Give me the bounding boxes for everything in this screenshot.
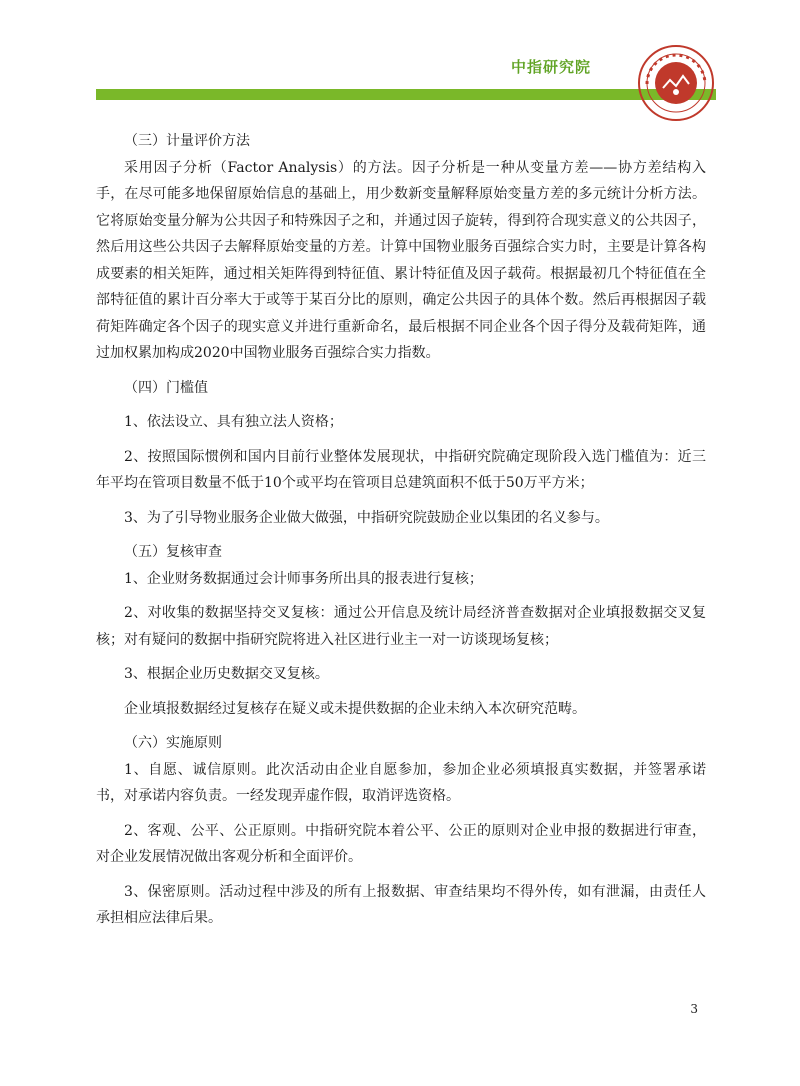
principle-item-1: 1、自愿、诚信原则。此次活动由企业自愿参加，参加企业必须填报真实数据，并签署承诺书，对承诺内容负责。一经发现弄虚作假，取消评选资格。 [96,761,706,804]
review-item-3: 3、根据企业历史数据交叉复核。 [124,666,329,682]
review-item-2: 2、对收集的数据坚持交叉复核：通过公开信息及统计局经济普查数据对企业填报数据交叉复核；对有疑问的数据中指研究院将进入社区进行业主一对一访谈现场复核； [96,605,706,648]
header-title: 中指研究院 [511,58,592,76]
institute-seal-logo-icon [637,44,715,122]
threshold-item-1: 1、依法设立、具有独立法人资格； [124,414,343,430]
principle-item-3: 3、保密原则。活动过程中涉及的所有上报数据、审查结果均不得外传，如有泄漏，由责任人承担相应法律后果。 [96,883,706,926]
page-number: 3 [690,1002,698,1016]
section-heading-principles: （六）实施原则 [124,735,222,751]
review-note: 企业填报数据经过复核存在疑义或未提供数据的企业未纳入本次研究范畴。 [124,700,586,717]
threshold-item-2: 2、按照国际惯例和国内目前行业整体发展现状，中指研究院确定现阶段入选门槛值为：近三年平均在管项目数量不低于10个或平均在管项目总建筑面积不低于50万平方米； [96,448,706,491]
review-item-1: 1、企业财务数据通过会计师事务所出具的报表进行复核； [124,570,483,587]
threshold-item-3: 3、为了引导物业服务企业做大做强，中指研究院鼓励企业以集团的名义参与。 [124,509,609,526]
method-paragraph: 采用因子分析（Factor Analysis）的方法。因子分析是一种从变量方差——协方差结构入手，在尽可能多地保留原始信息的基础上，用少数新变量解释原始变量方差的多元统计分析方法。它将原始变量分解为公共因子和特殊因子之和，并通过因子旋转，得到符合现实意义的公共因子，然后用这些公共因子去解释原始变量的方差。计算中国物业服务百强综合实力时，主要是计算各构成要素的相关矩阵，通过相关矩阵得到特征值、累计特征值及因子载荷。根据最初几个特征值在全部特征值的累计百分率大于或等于某百分比的原则，确定公共因子的具体个数。然后再根据因子载荷矩阵确定各个因子的现实意义并进行重新命名，最后根据不同企业各个因子得分及载荷矩阵，通过加权累加构成2020中国物业服务百强综合实力指数。 [96,159,706,361]
section-heading-threshold: （四）门槛值 [124,379,208,396]
section-heading-method: （三）计量评价方法 [124,133,250,149]
header-divider-bar [96,89,716,100]
section-heading-review: （五）复核审查 [124,544,222,560]
document-body [96,128,706,932]
principle-item-2: 2、客观、公平、公正原则。中指研究院本着公平、公正的原则对企业申报的数据进行审查，对企业发展情况做出客观分析和全面评价。 [96,822,706,865]
